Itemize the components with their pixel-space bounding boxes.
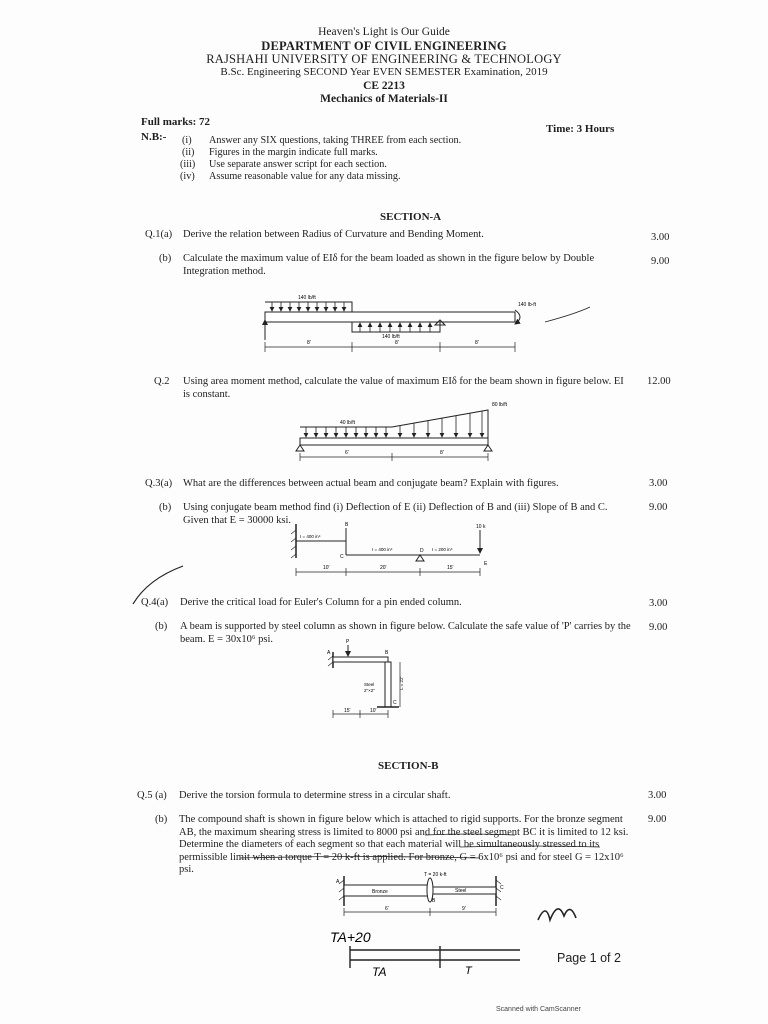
fig2-dim-1: 6'	[345, 450, 349, 456]
fig1-load-mid: 140 lb/ft	[382, 334, 400, 340]
exam-title: B.Sc. Engineering SECOND Year EVEN SEMESTER Examination, 2019	[220, 66, 548, 78]
q1b-marks: 9.00	[651, 256, 670, 267]
fig1-moment: 140 lb-ft	[518, 302, 537, 308]
q3b-marks: 9.00	[649, 502, 668, 513]
fig4-steel: Steel	[364, 682, 375, 687]
fig2-load-left: 40 lb/ft	[340, 420, 356, 426]
fig5-label-a: A	[336, 879, 340, 885]
q2-marks: 12.00	[647, 376, 671, 387]
fig4-label-a: A	[327, 650, 331, 656]
q1b-number: (b)	[159, 253, 172, 264]
fig5-dim-1: 6'	[385, 906, 389, 912]
fig3-inertia-3: I = 200 in⁴	[432, 547, 453, 552]
q1b-text: Calculate the maximum value of EIδ for the beam loaded as shown in the figure below by Double Integration method.	[183, 253, 595, 277]
q4a-marks: 3.00	[649, 598, 668, 609]
fig4-dim-2: 10'	[370, 708, 377, 714]
fig5-label-b: B	[432, 898, 436, 904]
fig3-label-c: C	[340, 554, 344, 560]
fig1-dim-1: 8'	[307, 340, 311, 346]
q4b-number: (b)	[155, 621, 168, 632]
q4b-text: A beam is supported by steel column as shown in figure below. Calculate the safe value of 'P' carries by the beam. E = 30x10⁶ psi.	[180, 621, 631, 645]
university-title: RAJSHAHI UNIVERSITY OF ENGINEERING & TECHNOLOGY	[206, 52, 562, 66]
instruction-text: Assume reasonable value for any data missing.	[209, 171, 401, 182]
instruction-text: Use separate answer script for each section.	[209, 159, 387, 170]
section-b-heading: SECTION-B	[378, 760, 439, 772]
q1a-text: Derive the relation between Radius of Curvature and Bending Moment.	[183, 229, 484, 240]
instruction-num: (iv)	[180, 171, 195, 182]
handwritten-t: T	[465, 965, 472, 977]
fig4-label-b: B	[385, 650, 389, 656]
fig4-dim-1: 15'	[344, 708, 351, 714]
fig1-dim-2: 8'	[395, 340, 399, 346]
instruction-num: (iii)	[180, 159, 196, 170]
fig4-label-p: P	[346, 639, 350, 645]
q3b-number: (b)	[159, 502, 172, 513]
q1a-marks: 3.00	[651, 232, 670, 243]
fig3-dim-2: 20'	[380, 565, 387, 571]
fig5-bronze: Bronze	[372, 889, 388, 895]
q4a-number: Q.4(a)	[141, 597, 169, 608]
instruction-num: (ii)	[182, 147, 195, 158]
q5a-text: Derive the torsion formula to determine stress in a circular shaft.	[179, 790, 451, 801]
fig5-steel: Steel	[455, 888, 467, 894]
nb-label: N.B:-	[141, 131, 167, 143]
course-title: Mechanics of Materials-II	[320, 93, 448, 105]
department-title: DEPARTMENT OF CIVIL ENGINEERING	[261, 39, 507, 53]
q2-number: Q.2	[154, 376, 170, 387]
fig4-section: 2"×2"	[364, 688, 375, 693]
fig2-load-right: 80 lb/ft	[492, 402, 508, 408]
q3b-text: Using conjugate beam method find (i) Deflection of E (ii) Deflection of B and (iii) Slope of B and C. Given that E = 30000 ksi.	[183, 502, 608, 526]
handwritten-ta: TA	[372, 965, 387, 979]
q5b-number: (b)	[155, 814, 168, 825]
scanner-watermark: Scanned with CamScanner	[496, 1006, 581, 1013]
fig3-label-e: E	[484, 561, 488, 567]
fig3-label-b: B	[345, 522, 349, 528]
full-marks: Full marks: 72	[141, 116, 211, 128]
motto: Heaven's Light is Our Guide	[318, 26, 450, 38]
fig3-dim-1: 10'	[323, 565, 330, 571]
instruction-text: Figures in the margin indicate full marks.	[209, 147, 378, 158]
q5a-number: Q.5 (a)	[137, 790, 167, 801]
fig4-label-c: C	[393, 700, 397, 706]
fig3-load: 10 k	[476, 524, 486, 530]
q3a-marks: 3.00	[649, 478, 668, 489]
page-number: Page 1 of 2	[557, 951, 621, 965]
q4b-marks: 9.00	[649, 622, 668, 633]
instruction-num: (i)	[182, 135, 192, 146]
instruction-text: Answer any SIX questions, taking THREE from each section.	[209, 135, 462, 146]
exam-time: Time: 3 Hours	[546, 123, 615, 135]
q1a-number: Q.1(a)	[145, 229, 173, 240]
section-a-heading: SECTION-A	[380, 211, 442, 223]
fig3-label-d: D	[420, 548, 424, 554]
fig2-dim-2: 8'	[440, 450, 444, 456]
fig3-inertia-1: I = 400 in⁴	[300, 534, 321, 539]
figure-5-shaft	[240, 834, 600, 916]
q5b-text: The compound shaft is shown in figure below which is attached to rigid supports. For the bronze segment AB, the maximum shearing stress is limited to 8000 psi and for the steel segment BC it is limited to 12 ksi. Determine the diameters of each segment so that each material will be simultaneously stressed to its permissible limit when a torque T = 20 k-ft is applied. For bronze, G = 6x10⁶ psi and for steel G = 12x10⁶ psi.	[179, 814, 629, 875]
figure-2-beam	[296, 410, 492, 461]
q5a-marks: 3.00	[648, 790, 667, 801]
q3a-text: What are the differences between actual beam and conjugate beam? Explain with figures.	[183, 478, 559, 489]
course-code: CE 2213	[363, 80, 405, 92]
handwritten-sketch	[133, 566, 576, 968]
handwritten-ta-plus-20: TA+20	[330, 929, 371, 945]
fig5-torque: T = 20 k-ft	[424, 872, 447, 878]
q4a-text: Derive the critical load for Euler's Column for a pin ended column.	[180, 597, 462, 608]
fig5-dim-2: 9'	[462, 906, 466, 912]
q5b-marks: 9.00	[648, 814, 667, 825]
fig1-dim-3: 8'	[475, 340, 479, 346]
q3a-number: Q.3(a)	[145, 478, 173, 489]
figure-1-beam	[265, 302, 590, 352]
fig5-label-c: C	[500, 885, 504, 891]
fig3-dim-3: 15'	[447, 565, 454, 571]
q2-text: Using area moment method, calculate the value of maximum EIδ for the beam shown in figure below. EI is constant.	[183, 376, 624, 400]
fig1-load-left: 140 lb/ft	[298, 295, 316, 301]
fig3-inertia-2: I = 400 in⁴	[372, 547, 393, 552]
fig4-length: L = 22'	[399, 676, 404, 690]
